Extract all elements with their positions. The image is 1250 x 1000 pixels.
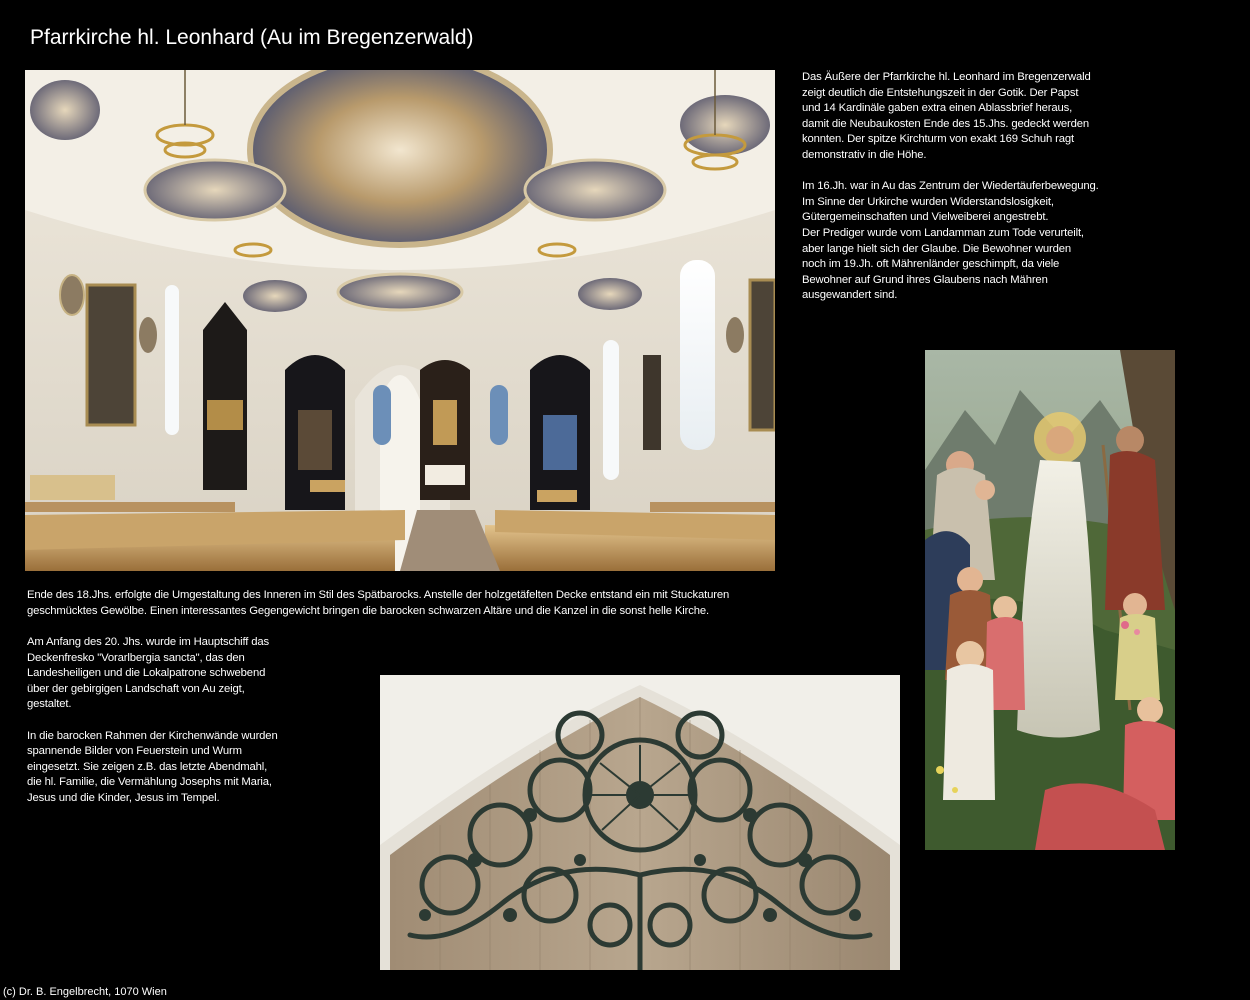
fresco-paintings-text	[27, 635, 278, 807]
text-paragraph: Am Anfang des 20. Jhs. wurde im Hauptschiff das Deckenfresko "Vorarlbergia sancta", das den Landesheiligen und die Lokalpatrone schwebend über der gebirgigen Landschaft von Au zeigt, gestaltet.	[27, 636, 270, 711]
wrought-iron-tympanum-photo	[380, 675, 900, 970]
text-paragraph: Das Äußere der Pfarrkirche hl. Leonhard im Bregenzerwald zeigt deutlich die Entstehungszeit in der Gotik. Der Papst und 14 Kardinäle gaben extra einen Ablassbrief heraus, damit die Neubaukosten Ende des 15.Jhs. gedeckt werden konnten. Der spitze Kirchturm von exakt 169 Schuh ragt demonstrativ in die Höhe.	[802, 71, 1091, 161]
jesus-and-children-painting-photo	[925, 350, 1175, 850]
text-paragraph: Im 16.Jh. war in Au das Zentrum der Wiedertäuferbewegung. Im Sinne der Urkirche wurden Widerstandslosigkeit, Gütergemeinschaften und Vielweiberei angestrebt. Der Prediger wurde vom Landamman zum Tode verurteilt, aber lange hielt sich der Glaube. Die Bewohner wurden noch im 19.Jh. oft Mährenländer geschimpft, da viele Bewohner auf Grund ihres Glaubens nach Mähren ausgewandert sind.	[802, 180, 1099, 302]
copyright-footer: (c) Dr. B. Engelbrecht, 1070 Wien	[3, 986, 167, 998]
interior-caption-text: Ende des 18.Jhs. erfolgte die Umgestaltung des Inneren im Stil des Spätbarocks. Anstelle der holzgetäfelten Decke entstand ein mit Stuckaturen geschmücktes Gewölbe. Einen interessantes Gegengewicht bringen die barocken schwarzen Altäre und die Kanzel in die sonst helle Kirche.	[27, 589, 730, 617]
text-paragraph: In die barocken Rahmen der Kirchenwände wurden spannende Bilder von Feuerstein und Wurm eingesetzt. Sie zeigen z.B. das letzte Abendmahl, die hl. Familie, die Vermählung Josephs mit Maria, Jesus und die Kinder, Jesus im Tempel.	[27, 729, 278, 804]
church-interior-photo	[25, 70, 775, 571]
exterior-history-text	[802, 70, 1099, 304]
page-title: Pfarrkirche hl. Leonhard (Au im Bregenzerwald)	[30, 26, 474, 49]
